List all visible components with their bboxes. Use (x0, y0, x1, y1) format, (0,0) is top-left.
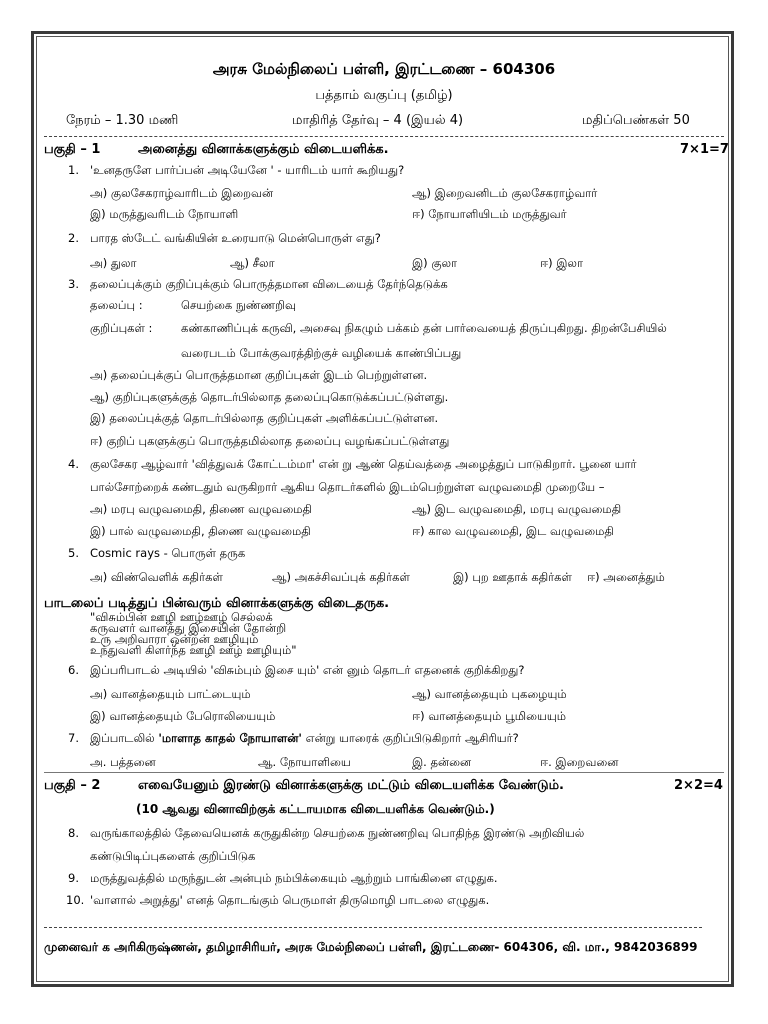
option-c: இ) புற ஊதாக் கதிர்கள் (453, 570, 572, 584)
footer-divider (44, 927, 702, 928)
poem-line: உரு அறிவாரா ஒன்றன் ஊழியும் (90, 632, 259, 646)
part1-instruction: அனைத்து வினாக்களுக்கும் விடையளிக்க. (138, 142, 389, 157)
question-text-quote: 'மாளாத காதல் நோயாளன்' (158, 731, 302, 745)
exam-time: நேரம் – 1.30 மணி (66, 113, 179, 128)
question-number: 3. (68, 277, 79, 291)
option-b: ஆ) வானத்தையும் புகழையும் (412, 687, 567, 701)
question-text: 'வாளால் அறுத்து' எனத் தொடங்கும் பெருமாள் திருமொழி பாடலை எழுதுக. (90, 893, 490, 907)
poem-line: கருவளர் வானத்து இசையின் தோன்றி (90, 621, 287, 635)
option-d: ஈ) அனைத்தும் (587, 570, 665, 584)
option-b: ஆ. நோயாளியை (258, 755, 351, 769)
question-number: 4. (68, 457, 79, 471)
part2-divider (44, 772, 724, 773)
option-a: அ) மரபு வழுவமைதி, திணை வழுவமைதி (90, 502, 312, 516)
part1-label: பகுதி – 1 (44, 142, 101, 157)
option-d: ஈ) கால வழுவமைதி, இட வழுவமைதி (412, 524, 614, 538)
option-b: ஆ) இறைவனிடம் குலசேகராழ்வார் (412, 186, 598, 200)
option-b: ஆ) இட வழுவமைதி, மரபு வழுவமைதி (412, 502, 622, 516)
question-text: மருத்துவத்தில் மருந்துடன் அன்பும் நம்பிக்கையும் ஆற்றும் பாங்கினை எழுதுக. (90, 871, 498, 885)
part1-marks: 7×1=7 (680, 142, 729, 157)
school-title: அரசு மேல்நிலைப் பள்ளி, இரட்டணை – 604306 (212, 60, 556, 78)
footer-author: முனைவர் க அரிகிருஷ்ணன், தமிழாசிரியர், அரசு மேல்நிலைப் பள்ளி, இரட்டணை- 604306, வி. மா., 9842036899 (44, 940, 698, 954)
poem-line: "விசும்பின் ஊழி ஊழ்ஊழ் செல்லக் (90, 610, 273, 624)
question-number: 10. (66, 893, 85, 907)
class-subtitle: பத்தாம் வகுப்பு (தமிழ்) (315, 88, 453, 103)
option-c: இ) பால் வழுவமைதி, திணை வழுவமைதி (90, 524, 311, 538)
notes-line: கண்காணிப்புக் கருவி, அசைவு நிகழும் பக்கம் தன் பார்வையைத் திருப்புகிறது. திறன்பேசியில் (181, 321, 667, 335)
question-text: இப்பரிபாடல் அடியில் 'விசும்பும் இசை யும்' என் னும் தொடர் எதனைக் குறிக்கிறது? (90, 663, 525, 677)
option-b: ஆ) அகச்சிவப்புக் கதிர்கள் (272, 570, 410, 584)
question-number: 2. (68, 231, 79, 245)
option-d: ஈ) வானத்தையும் பூமியையும் (412, 709, 566, 723)
part2-instruction: எவையேனும் இரண்டு வினாக்களுக்கு மட்டும் விடையளிக்க வேண்டும். (138, 778, 564, 793)
question-number: 1. (68, 163, 79, 177)
poem-line: உந்துவளி கிளர்ந்த ஊழி ஊழ் ஊழியும்" (90, 643, 297, 657)
part2-marks: 2×2=4 (674, 778, 723, 793)
question-text-pre: இப்பாடலில் (90, 731, 159, 745)
question-text-post: என்று யாரைக் குறிப்பிடுகிறார் ஆசிரியர்? (301, 731, 519, 745)
question-text: பாரத ஸ்டேட் வங்கியின் உரையாடு மென்பொருள் எது? (90, 231, 381, 245)
option-c: இ) குலா (412, 256, 458, 270)
option-a: அ) தலைப்புக்குப் பொருத்தமான குறிப்புகள் இடம் பெற்றுள்ளன. (90, 368, 428, 382)
title-label: தலைப்பு : (90, 298, 143, 312)
question-text: கண்டுபிடிப்புகளைக் குறிப்பிடுக (90, 849, 256, 863)
total-marks: மதிப்பெண்கள் 50 (582, 113, 690, 128)
option-c: இ) வானத்தையும் பேரொலியையும் (90, 709, 276, 723)
exam-name: மாதிரித் தேர்வு – 4 (இயல் 4) (292, 113, 464, 128)
question-text: வருங்காலத்தில் தேவையெனக் கருதுகின்ற செயற்கை நுண்ணறிவு பொதிந்த இரண்டு அறிவியல் (90, 826, 585, 840)
option-a: அ) குலசேகராழ்வாரிடம் இறைவன் (90, 186, 274, 200)
option-d: ஈ. இறைவனை (540, 755, 619, 769)
question-text: 'உனதருளே பார்ப்பன் அடியேனே ' - யாரிடம் யார் கூறியது? (90, 163, 405, 177)
option-c: இ. தன்னை (412, 755, 472, 769)
option-d: ஈ) நோயாளியிடம் மருத்துவர் (412, 207, 567, 221)
option-d: ஈ) குறிப் புகளுக்குப் பொருத்தமில்லாத தலைப்பு வழங்கப்பட்டுள்ளது (90, 434, 450, 448)
option-c: இ) தலைப்புக்குத் தொடர்பில்லாத குறிப்புகள் அளிக்கப்பட்டுள்ளன. (90, 411, 439, 425)
option-d: ஈ) இலா (540, 256, 583, 270)
poem-heading: பாடலைப் படித்துப் பின்வரும் வினாக்களுக்கு விடைதருக. (44, 596, 390, 611)
option-a: அ. பத்தனை (90, 755, 156, 769)
question-text: குலசேகர ஆழ்வார் 'வித்துவக் கோட்டம்மா' என் று ஆண் தெய்வத்தை அழைத்துப் பாடுகிறார். பூனை யார் (90, 457, 637, 471)
option-a: அ) துலா (90, 256, 137, 270)
notes-line: வரைபடம் போக்குவரத்திற்குச் வழியைக் காண்பிப்பது (181, 346, 462, 360)
question-text (90, 731, 519, 745)
question-number: 7. (68, 731, 79, 745)
question-text: பால்சோற்றைக் கண்டதும் வருகிறார் ஆகிய தொடர்களில் இடம்பெற்றுள்ள வழுவமைதி முறையே – (90, 480, 605, 494)
notes-label: குறிப்புகள் : (90, 321, 153, 335)
option-a: அ) வானத்தையும் பாட்டையும் (90, 687, 251, 701)
option-a: அ) விண்வெளிக் கதிர்கள் (90, 570, 223, 584)
part2-label: பகுதி – 2 (44, 778, 101, 793)
question-number: 5. (68, 546, 79, 560)
option-b: ஆ) சீலா (230, 256, 275, 270)
part2-note: (10 ஆவது வினாவிற்குக் கட்டாயமாக விடையளிக்க வெண்டும்.) (136, 802, 495, 816)
question-text: Cosmic rays - பொருள் தருக (90, 546, 246, 560)
question-number: 8. (68, 826, 79, 840)
question-number: 6. (68, 663, 79, 677)
option-b: ஆ) குறிப்புகளுக்குத் தொடர்பில்லாத தலைப்புகொடுக்கப்பட்டுள்ளது. (90, 390, 449, 404)
question-number: 9. (68, 871, 79, 885)
title-value: செயற்கை நுண்ணறிவு (181, 298, 297, 312)
question-text: தலைப்புக்கும் குறிப்புக்கும் பொருத்தமான விடையைத் தேர்ந்தெடுக்க (90, 277, 448, 291)
header-divider (44, 136, 724, 137)
option-c: இ) மருத்துவரிடம் நோயாளி (90, 207, 239, 221)
